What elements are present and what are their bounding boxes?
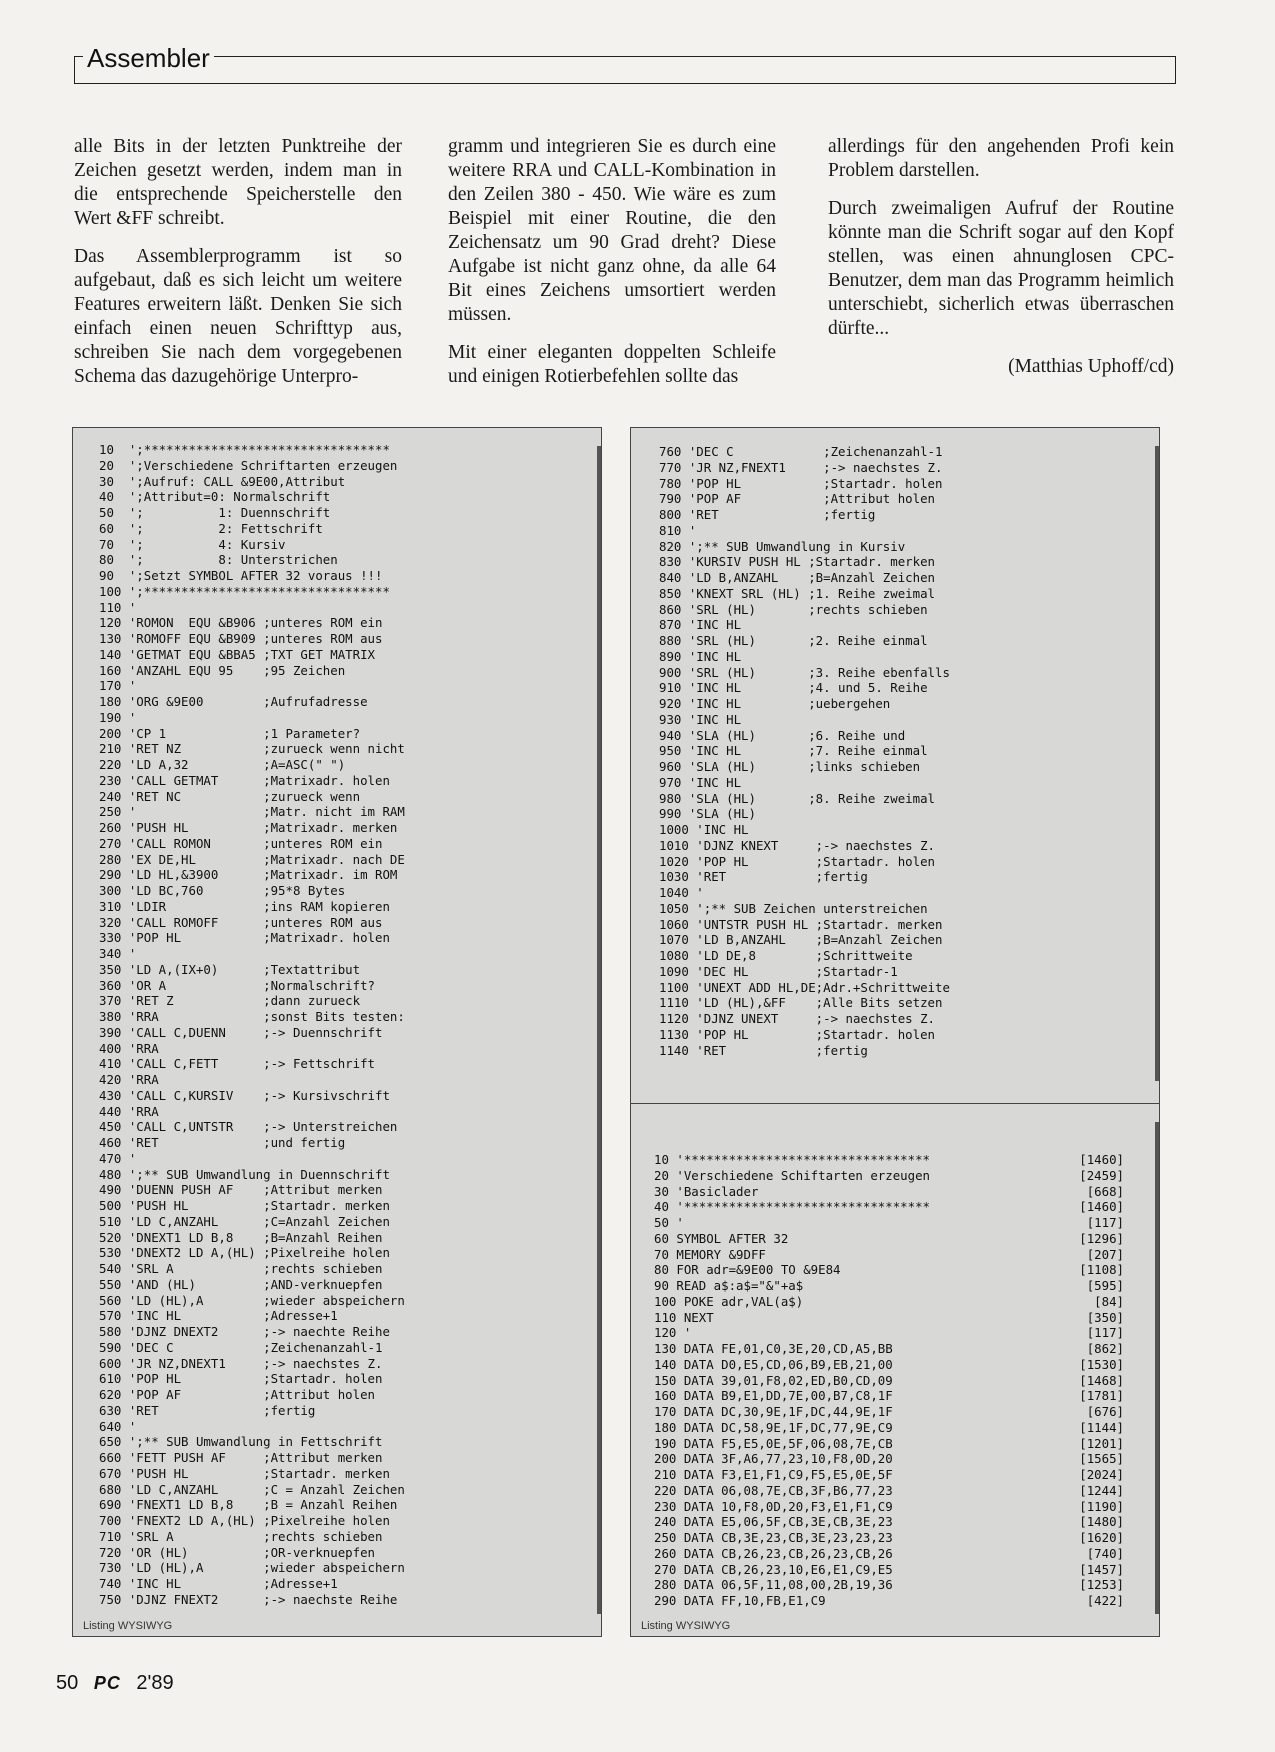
paragraph: gramm und integrieren Sie es durch eine weitere RRA und CALL-Kombination in den Zeilen 380 - 450. Wie wäre es zum Beispiel mit einer Routine, die den Zeichensatz um 90 Grad dreht? Diese Aufgabe ist nicht ganz ohne, da alle 64 Bit eines Zeichens umsortiert werden müssen. <box>448 136 776 325</box>
code-line: 130 'ROMOFF EQU &B909 ;unteres ROM aus <box>99 631 383 646</box>
code-line: 480 ';** SUB Umwandlung in Duennschrift <box>99 1166 390 1182</box>
checksum: [1108] <box>1079 1262 1124 1278</box>
code-line: 100 ';********************************* <box>99 583 390 599</box>
code-line: 20 ';Verschiedene Schriftarten erzeugen <box>99 457 398 473</box>
code-text: 160 DATA B9,E1,DD,7E,00,B7,C8,1F <box>654 1388 893 1404</box>
checksum: [1620] <box>1079 1530 1124 1545</box>
magazine-logo: PC <box>93 1673 121 1693</box>
code-line: 400 'RRA <box>99 1040 159 1056</box>
code-line <box>654 1420 1124 1436</box>
code-text: 250 DATA CB,3E,23,CB,3E,23,23,23 <box>654 1530 893 1545</box>
page-number: 50 <box>56 1672 79 1694</box>
code-text: 140 DATA D0,E5,CD,06,B9,EB,21,00 <box>654 1356 893 1372</box>
code-line <box>654 1152 1124 1168</box>
code-line <box>654 1247 1124 1263</box>
issue-number: 2'89 <box>136 1672 174 1694</box>
checksum: [740] <box>1086 1545 1124 1561</box>
checksum: [1201] <box>1079 1435 1124 1451</box>
code-line <box>654 1168 1124 1184</box>
code-line: 1030 'RET ;fertig <box>659 869 868 885</box>
code-line: 410 'CALL C,FETT ;-> Fettschrift <box>99 1056 376 1072</box>
code-line: 1010 'DJNZ KNEXT ;-> naechstes Z. <box>659 837 936 853</box>
code-block <box>659 444 950 1058</box>
code-line: 1050 ';** SUB Zeichen unterstreichen <box>659 900 928 916</box>
code-line: 810 ' <box>659 522 697 538</box>
code-text: 150 DATA 39,01,F8,02,ED,B0,CD,09 <box>654 1372 893 1388</box>
code-line: 420 'RRA <box>99 1072 159 1087</box>
code-text: 100 POKE adr,VAL(a$) <box>654 1293 804 1309</box>
code-line: 710 'SRL A ;rechts schieben <box>99 1528 383 1544</box>
code-line: 1060 'UNTSTR PUSH HL ;Startadr. merken <box>659 916 943 932</box>
code-line <box>654 1199 1124 1215</box>
code-text: 130 DATA FE,01,C0,3E,20,CD,A5,BB <box>654 1341 893 1356</box>
code-line <box>654 1499 1124 1515</box>
code-line <box>654 1231 1124 1247</box>
checksum: [2459] <box>1079 1167 1124 1183</box>
code-line: 690 'FNEXT1 LD B,8 ;B = Anzahl Reihen <box>99 1497 398 1513</box>
code-line: 440 'RRA <box>99 1103 159 1119</box>
code-line: 760 'DEC C ;Zeichenanzahl-1 <box>659 444 943 459</box>
code-line <box>654 1262 1124 1278</box>
code-line: 470 ' <box>99 1150 137 1166</box>
checksum: [207] <box>1086 1246 1124 1262</box>
code-text: 200 DATA 3F,A6,77,23,10,F8,0D,20 <box>654 1451 893 1467</box>
code-line: 230 'CALL GETMAT ;Matrixadr. holen <box>99 772 390 788</box>
code-text: 50 ' <box>654 1215 684 1230</box>
code-line: 940 'SLA (HL) ;6. Reihe und <box>659 727 906 743</box>
code-line <box>654 1436 1124 1452</box>
code-line: 990 'SLA (HL) <box>659 806 756 822</box>
code-line: 930 'INC HL <box>659 711 742 727</box>
code-line <box>654 1373 1124 1389</box>
code-line: 310 'LDIR ;ins RAM kopieren <box>99 898 390 914</box>
text-column-3 <box>828 135 1174 379</box>
code-line <box>654 1451 1124 1467</box>
page-footer <box>56 1672 174 1702</box>
code-line: 1120 'DJNZ UNEXT ;-> naechstes Z. <box>659 1011 936 1026</box>
checksum: [1781] <box>1079 1388 1124 1404</box>
code-line <box>654 1310 1124 1326</box>
checksum: [1530] <box>1079 1356 1124 1372</box>
code-line <box>654 1562 1124 1578</box>
code-line: 1140 'RET ;fertig <box>659 1042 868 1058</box>
code-line: 460 'RET ;und fertig <box>99 1135 346 1150</box>
code-line: 360 'OR A ;Normalschrift? <box>99 977 376 993</box>
code-text: 190 DATA F5,E5,0E,5F,06,08,7E,CB <box>654 1435 893 1451</box>
code-line: 200 'CP 1 ;1 Parameter? <box>99 725 361 741</box>
section-title: Assembler <box>83 43 214 74</box>
code-line <box>654 1341 1124 1357</box>
checksum: [1253] <box>1079 1577 1124 1593</box>
text-column-2 <box>448 135 776 403</box>
code-line: 520 'DNEXT1 LD B,8 ;B=Anzahl Reihen <box>99 1229 383 1245</box>
code-text: 60 SYMBOL AFTER 32 <box>654 1230 789 1246</box>
code-text: 270 DATA CB,26,23,10,E6,E1,C9,E5 <box>654 1561 893 1577</box>
code-line <box>654 1357 1124 1373</box>
code-line <box>654 1325 1124 1341</box>
code-text: 30 'Basiclader <box>654 1183 759 1199</box>
code-line: 620 'POP AF ;Attribut holen <box>99 1387 376 1402</box>
code-line: 700 'FNEXT2 LD A,(HL) ;Pixelreihe holen <box>99 1513 390 1528</box>
code-line: 1070 'LD B,ANZAHL ;B=Anzahl Zeichen <box>659 932 943 948</box>
code-text: 40 '********************************* <box>654 1199 931 1215</box>
code-line: 980 'SLA (HL) ;8. Reihe zweimal <box>659 790 936 806</box>
code-line: 1040 ' <box>659 885 704 900</box>
checksum: [1296] <box>1079 1230 1124 1246</box>
code-line: 750 'DJNZ FNEXT2 ;-> naechste Reihe <box>99 1591 398 1607</box>
code-line: 110 ' <box>99 599 137 615</box>
code-text: 10 '********************************* <box>654 1152 931 1167</box>
code-line: 510 'LD C,ANZAHL ;C=Anzahl Zeichen <box>99 1213 390 1229</box>
checksum: [676] <box>1086 1404 1124 1419</box>
code-line: 1090 'DEC HL ;Startadr-1 <box>659 963 898 979</box>
code-line <box>654 1294 1124 1310</box>
checksum: [1480] <box>1079 1514 1124 1530</box>
checksum: [668] <box>1086 1183 1124 1199</box>
code-line <box>654 1467 1124 1483</box>
code-text: 230 DATA 10,F8,0D,20,F3,E1,F1,C9 <box>654 1498 893 1514</box>
code-line: 920 'INC HL ;uebergehen <box>659 696 891 711</box>
code-line <box>654 1546 1124 1562</box>
listing-caption: Listing WYSIWYG <box>83 1620 173 1632</box>
code-line: 330 'POP HL ;Matrixadr. holen <box>99 930 390 946</box>
code-line <box>654 1184 1124 1200</box>
checksum: [1244] <box>1079 1482 1124 1498</box>
code-text: 220 DATA 06,08,7E,CB,3F,B6,77,23 <box>654 1482 893 1498</box>
code-line: 450 'CALL C,UNTSTR ;-> Unterstreichen <box>99 1119 398 1135</box>
paragraph: allerdings für den angehenden Profi kein Problem darstellen. <box>828 136 1174 181</box>
code-line: 210 'RET NZ ;zurueck wenn nicht <box>99 741 405 757</box>
code-line: 430 'CALL C,KURSIV ;-> Kursivschrift <box>99 1087 390 1103</box>
code-line <box>654 1215 1124 1231</box>
code-line: 890 'INC HL <box>659 648 742 664</box>
code-text: 20 'Verschiedene Schiftarten erzeugen <box>654 1167 931 1183</box>
code-line: 490 'DUENN PUSH AF ;Attribut merken <box>99 1182 383 1198</box>
code-line: 1110 'LD (HL),&FF ;Alle Bits setzen <box>659 995 943 1011</box>
code-line: 350 'LD A,(IX+0) ;Textattribut <box>99 961 361 977</box>
code-line: 370 'RET Z ;dann zurueck <box>99 993 361 1009</box>
paragraph: alle Bits in der letzten Punktreihe der Zeichen gesetzt werden, indem man in die entsprechende Speicherstelle den Wert &FF schreibt. <box>74 136 402 229</box>
code-line: 70 '; 4: Kursiv <box>99 536 286 552</box>
code-line: 500 'PUSH HL ;Startadr. merken <box>99 1198 390 1213</box>
code-line: 950 'INC HL ;7. Reihe einmal <box>659 743 928 759</box>
code-line: 60 '; 2: Fettschrift <box>99 520 323 536</box>
code-line: 880 'SRL (HL) ;2. Reihe einmal <box>659 633 928 648</box>
paragraph: Mit einer eleganten doppelten Schleife und einigen Rotierbefehlen sollte das <box>448 342 776 387</box>
code-line <box>654 1388 1124 1404</box>
code-line: 80 '; 8: Unterstrichen <box>99 552 338 568</box>
checksum: [1565] <box>1079 1451 1124 1467</box>
code-text: 240 DATA E5,06,5F,CB,3E,CB,3E,23 <box>654 1514 893 1530</box>
code-line: 380 'RRA ;sonst Bits testen: <box>99 1009 405 1024</box>
checksum: [2024] <box>1079 1467 1124 1482</box>
code-line: 300 'LD BC,760 ;95*8 Bytes <box>99 883 346 898</box>
section-header <box>74 43 1176 84</box>
code-line <box>654 1278 1124 1294</box>
code-line <box>654 1593 1124 1609</box>
code-line: 280 'EX DE,HL ;Matrixadr. nach DE <box>99 851 405 867</box>
checksum: [595] <box>1086 1278 1124 1293</box>
checksum: [1468] <box>1079 1372 1124 1388</box>
checksum: [117] <box>1086 1215 1124 1230</box>
checksum: [1190] <box>1079 1498 1124 1514</box>
checksum: [1460] <box>1079 1152 1124 1167</box>
code-line: 550 'AND (HL) ;AND-verknuepfen <box>99 1276 383 1292</box>
code-line: 340 ' <box>99 946 137 961</box>
author-credit: (Matthias Uphoff/cd) <box>1008 356 1174 377</box>
code-line: 730 'LD (HL),A ;wieder abspeichern <box>99 1560 405 1576</box>
code-line: 390 'CALL C,DUENN ;-> Duennschrift <box>99 1024 383 1040</box>
listing-caption: Listing WYSIWYG <box>641 1620 731 1632</box>
code-line: 680 'LD C,ANZAHL ;C = Anzahl Zeichen <box>99 1481 405 1497</box>
code-text: 210 DATA F3,E1,F1,C9,F5,E5,0E,5F <box>654 1467 893 1482</box>
code-line: 320 'CALL ROMOFF ;unteres ROM aus <box>99 914 383 930</box>
code-block <box>99 442 405 1608</box>
code-line: 770 'JR NZ,FNEXT1 ;-> naechstes Z. <box>659 459 943 475</box>
code-line: 120 'ROMON EQU &B906 ;unteres ROM ein <box>99 615 383 631</box>
code-line: 630 'RET ;fertig <box>99 1402 316 1418</box>
code-line: 1020 'POP HL ;Startadr. holen <box>659 853 936 869</box>
code-text: 280 DATA 06,5F,11,08,00,2B,19,36 <box>654 1577 893 1593</box>
code-line: 640 ' <box>99 1418 137 1434</box>
code-line: 530 'DNEXT2 LD A,(HL) ;Pixelreihe holen <box>99 1245 390 1261</box>
code-line: 560 'LD (HL),A ;wieder abspeichern <box>99 1292 405 1308</box>
code-line: 220 'LD A,32 ;A=ASC(" ") <box>99 757 346 772</box>
code-block <box>654 1152 1124 1609</box>
code-line: 740 'INC HL ;Adresse+1 <box>99 1576 338 1591</box>
code-line: 260 'PUSH HL ;Matrixadr. merken <box>99 820 398 835</box>
code-line: 190 ' <box>99 709 137 725</box>
code-line: 10 ';********************************* <box>99 442 390 457</box>
code-line: 720 'OR (HL) ;OR-verknuepfen <box>99 1544 376 1560</box>
checksum: [422] <box>1086 1593 1124 1608</box>
listing-assembler-part2 <box>630 427 1160 1103</box>
code-text: 180 DATA DC,58,9E,1F,DC,77,9E,C9 <box>654 1419 893 1435</box>
text-column-1 <box>74 135 402 403</box>
code-text: 110 NEXT <box>654 1309 714 1325</box>
code-line: 590 'DEC C ;Zeichenanzahl-1 <box>99 1339 383 1355</box>
code-line <box>654 1530 1124 1546</box>
code-text: 260 DATA CB,26,23,CB,26,23,CB,26 <box>654 1545 893 1561</box>
code-line: 50 '; 1: Duennschrift <box>99 505 331 520</box>
code-line: 800 'RET ;fertig <box>659 507 876 522</box>
code-line: 860 'SRL (HL) ;rechts schieben <box>659 601 928 617</box>
code-line: 1100 'UNEXT ADD HL,DE;Adr.+Schrittweite <box>659 979 950 995</box>
code-line: 30 ';Aufruf: CALL &9E00,Attribut <box>99 473 346 489</box>
code-line: 840 'LD B,ANZAHL ;B=Anzahl Zeichen <box>659 570 936 585</box>
checksum: [350] <box>1086 1309 1124 1325</box>
code-line: 790 'POP AF ;Attribut holen <box>659 491 936 507</box>
code-text: 170 DATA DC,30,9E,1F,DC,44,9E,1F <box>654 1404 893 1419</box>
code-line: 650 ';** SUB Umwandlung in Fettschrift <box>99 1434 383 1450</box>
code-line: 1000 'INC HL <box>659 822 749 837</box>
code-line <box>654 1404 1124 1420</box>
code-line: 250 ' ;Matr. nicht im RAM <box>99 804 405 820</box>
code-line: 580 'DJNZ DNEXT2 ;-> naechte Reihe <box>99 1324 390 1339</box>
code-text: 70 MEMORY &9DFF <box>654 1246 766 1262</box>
code-line: 40 ';Attribut=0: Normalschrift <box>99 489 331 505</box>
code-text: 290 DATA FF,10,FB,E1,C9 <box>654 1593 826 1608</box>
code-line: 960 'SLA (HL) ;links schieben <box>659 759 921 774</box>
code-line: 1080 'LD DE,8 ;Schrittweite <box>659 948 913 963</box>
checksum: [84] <box>1094 1293 1124 1309</box>
listing-basic-loader <box>630 1103 1160 1637</box>
checksum: [862] <box>1086 1341 1124 1356</box>
code-line: 900 'SRL (HL) ;3. Reihe ebenfalls <box>659 664 950 680</box>
code-line: 820 ';** SUB Umwandlung in Kursiv <box>659 538 906 554</box>
code-line: 140 'GETMAT EQU &BBA5 ;TXT GET MATRIX <box>99 646 376 662</box>
code-line: 1130 'POP HL ;Startadr. holen <box>659 1026 936 1042</box>
code-line: 870 'INC HL <box>659 617 742 633</box>
code-line: 850 'KNEXT SRL (HL) ;1. Reihe zweimal <box>659 585 936 601</box>
code-line: 170 ' <box>99 678 137 694</box>
code-line: 600 'JR NZ,DNEXT1 ;-> naechstes Z. <box>99 1355 383 1371</box>
code-line: 780 'POP HL ;Startadr. holen <box>659 475 943 491</box>
code-line: 240 'RET NC ;zurueck wenn <box>99 788 361 804</box>
code-line <box>654 1483 1124 1499</box>
code-line: 160 'ANZAHL EQU 95 ;95 Zeichen <box>99 662 346 678</box>
code-text: 90 READ a$:a$="&"+a$ <box>654 1278 804 1293</box>
checksum: [1144] <box>1079 1419 1124 1435</box>
code-line <box>654 1514 1124 1530</box>
checksum: [1457] <box>1079 1561 1124 1577</box>
code-line: 540 'SRL A ;rechts schieben <box>99 1261 383 1276</box>
paragraph: Das Assemblerprogramm ist so aufgebaut, daß es sich leicht um weitere Features erweitern läßt. Denken Sie sich einfach einen neuen Schrifttyp aus, schreiben Sie nach dem vorgegebenen Schema das dazugehörige Unterpro- <box>74 246 402 387</box>
code-line: 90 ';Setzt SYMBOL AFTER 32 voraus !!! <box>99 568 383 583</box>
code-line: 670 'PUSH HL ;Startadr. merken <box>99 1465 390 1481</box>
code-line: 830 'KURSIV PUSH HL ;Startadr. merken <box>659 554 936 570</box>
paragraph: Durch zweimaligen Aufruf der Routine könnte man die Schrift sogar auf den Kopf stellen, was einen ahnunglosen CPC-Benutzer, dem man das Programm heimlich unterschiebt, sicherlich etwas überraschen dürfte... <box>828 198 1174 339</box>
code-line: 290 'LD HL,&3900 ;Matrixadr. im ROM <box>99 867 398 883</box>
code-text: 80 FOR adr=&9E00 TO &9E84 <box>654 1262 841 1278</box>
code-line: 910 'INC HL ;4. und 5. Reihe <box>659 680 928 696</box>
code-line: 970 'INC HL <box>659 774 742 790</box>
code-text: 120 ' <box>654 1325 692 1341</box>
listing-assembler-part1 <box>72 427 602 1637</box>
code-line: 660 'FETT PUSH AF ;Attribut merken <box>99 1450 383 1465</box>
checksum: [1460] <box>1079 1199 1124 1215</box>
code-line <box>654 1577 1124 1593</box>
code-line: 270 'CALL ROMON ;unteres ROM ein <box>99 835 383 851</box>
checksum: [117] <box>1086 1325 1124 1341</box>
code-line: 180 'ORG &9E00 ;Aufrufadresse <box>99 694 368 709</box>
code-line: 610 'POP HL ;Startadr. holen <box>99 1371 383 1387</box>
code-line: 570 'INC HL ;Adresse+1 <box>99 1308 338 1324</box>
